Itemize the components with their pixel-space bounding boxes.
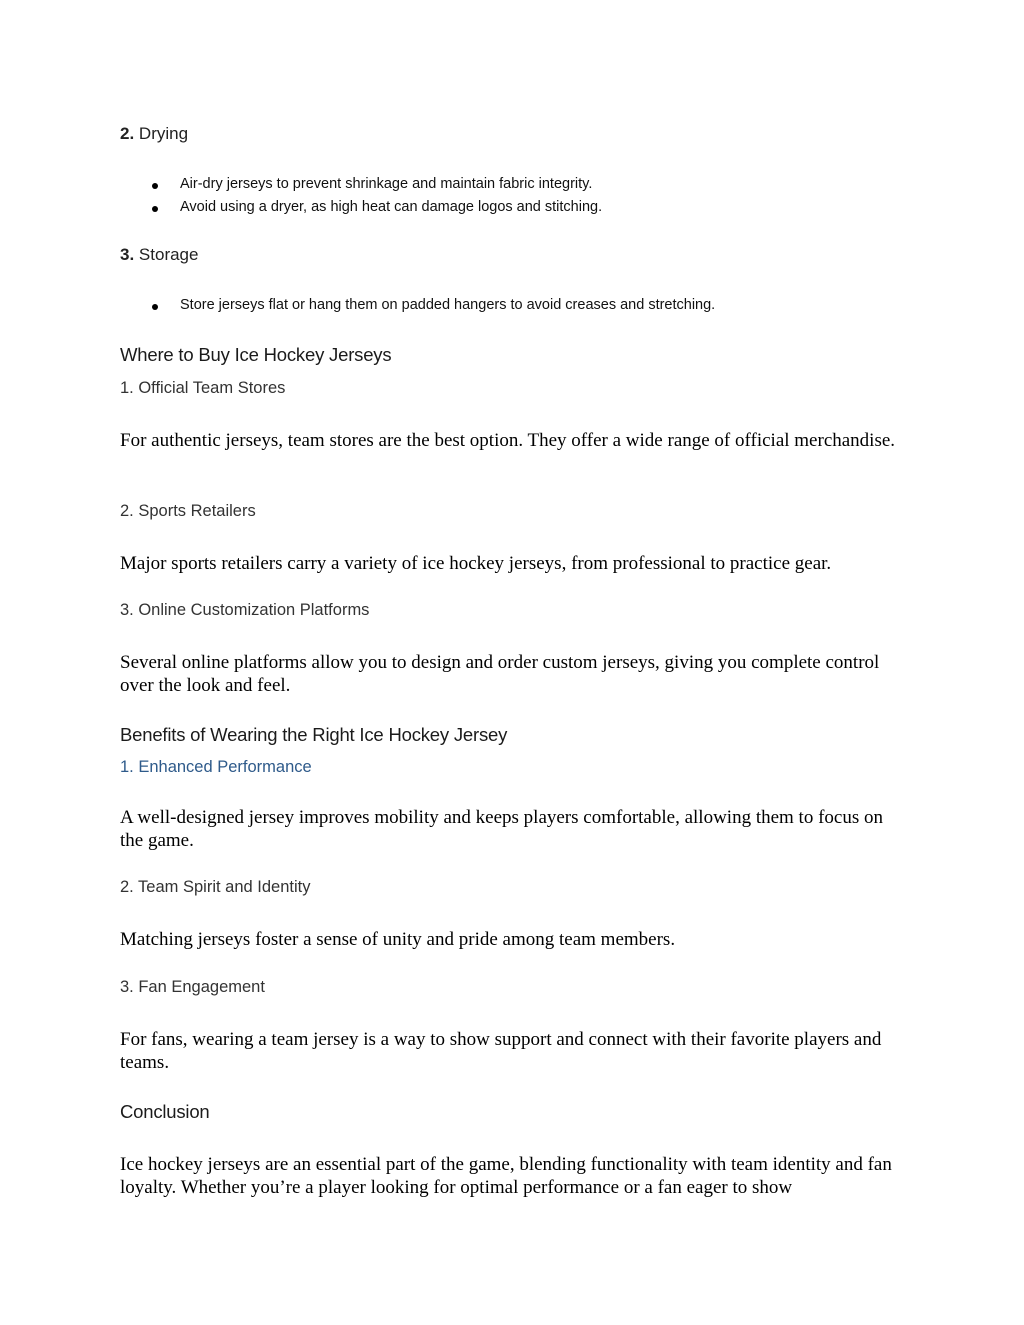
where-to-buy-heading: Where to Buy Ice Hockey Jerseys — [120, 344, 392, 365]
bullet-icon — [152, 183, 158, 189]
official-team-stores-paragraph: For authentic jerseys, team stores are the best option. They offer a wide range of official merchandise. — [120, 430, 896, 451]
team-spirit-paragraph: Matching jerseys foster a sense of unity and pride among team members. — [120, 929, 676, 950]
conclusion-heading: Conclusion — [120, 1101, 210, 1122]
team-spirit-heading: 2. Team Spirit and Identity — [120, 878, 311, 896]
enhanced-performance-heading: 1. Enhanced Performance — [120, 758, 312, 776]
list-item-text: Store jerseys flat or hang them on padded hangers to avoid creases and stretching. — [180, 297, 716, 313]
sports-retailers-heading: 2. Sports Retailers — [120, 502, 256, 520]
storage-heading — [120, 245, 198, 265]
fan-engagement-heading: 3. Fan Engagement — [120, 978, 265, 996]
enhanced-performance-paragraph: A well-designed jersey improves mobility and keeps players comfortable, allowing them to focus on the game. — [120, 807, 883, 851]
benefits-heading: Benefits of Wearing the Right Ice Hockey Jersey — [120, 724, 508, 745]
online-customization-heading: 3. Online Customization Platforms — [120, 601, 370, 619]
drying-heading-number: 2. — [120, 124, 135, 143]
online-customization-paragraph: Several online platforms allow you to design and order custom jerseys, giving you complete control over the look and feel. — [120, 652, 880, 696]
conclusion-paragraph: Ice hockey jerseys are an essential part of the game, blending functionality with team identity and fan loyalty. Whether you’re a player looking for optimal performance or a fan eager to show — [120, 1154, 892, 1198]
bullet-icon — [152, 206, 158, 212]
storage-heading-number: 3. — [120, 245, 135, 264]
drying-heading-title: Drying — [138, 124, 189, 143]
fan-engagement-paragraph: For fans, wearing a team jersey is a way to show support and connect with their favorite players and teams. — [120, 1029, 882, 1073]
list-item-text: Avoid using a dryer, as high heat can damage logos and stitching. — [180, 199, 603, 215]
storage-heading-title: Storage — [138, 245, 199, 264]
official-team-stores-heading: 1. Official Team Stores — [120, 379, 286, 397]
list-item-text: Air-dry jerseys to prevent shrinkage and maintain fabric integrity. — [180, 176, 593, 192]
sports-retailers-paragraph: Major sports retailers carry a variety of ice hockey jerseys, from professional to practice gear. — [120, 553, 832, 574]
bullet-icon — [152, 304, 158, 310]
drying-heading — [120, 124, 188, 144]
